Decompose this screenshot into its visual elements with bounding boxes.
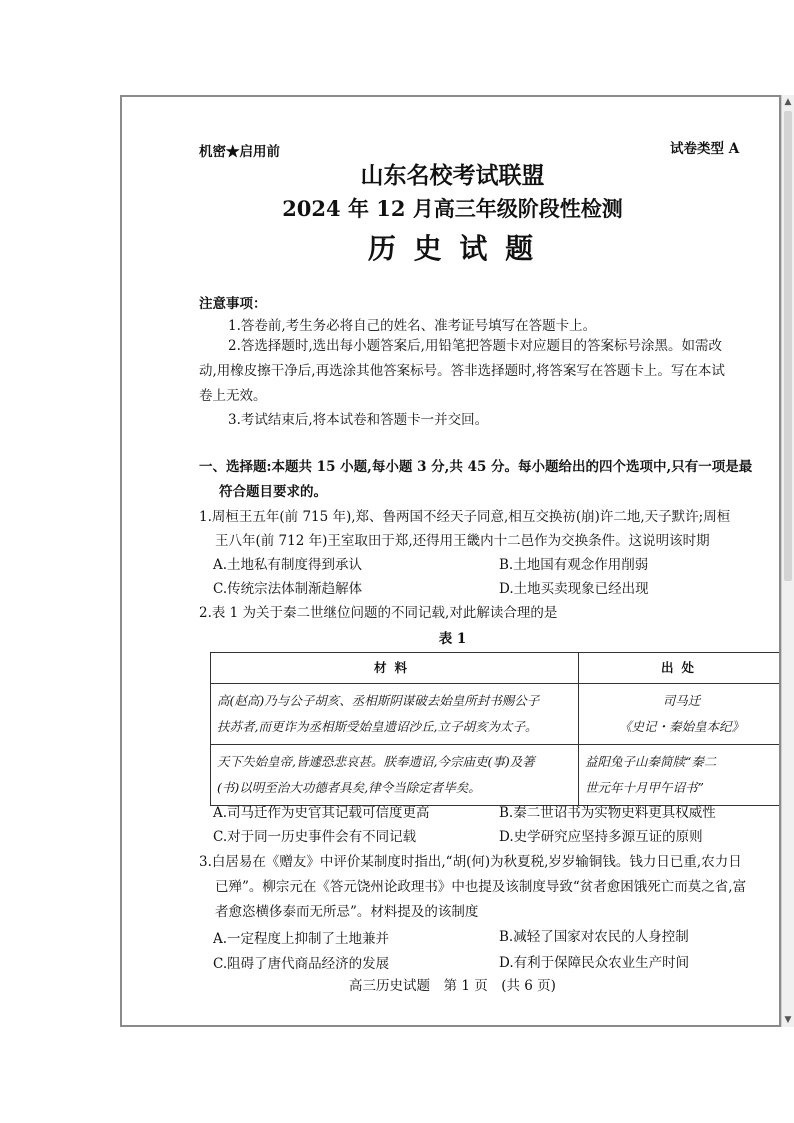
scroll-up-icon[interactable]: ▲ <box>784 97 792 107</box>
cell-line: 世元年十月甲午诏书” <box>585 780 704 795</box>
notice-item-2-cont: 动,用橡皮擦干净后,再选涂其他答案标号。答非选择题时,将答案写在答题卡上。写在本试 <box>199 363 725 379</box>
confidential-label: 机密★启用前 <box>199 144 280 160</box>
notice-item-1: 1.答卷前,考生务必将自己的姓名、准考证号填写在答题卡上。 <box>228 318 597 334</box>
page-footer: 高三历史试题 第 1 页 (共 6 页) <box>349 978 556 994</box>
q3-stem-cont2: 者愈恣横侈泰而无所忌”。材料提及的该制度 <box>215 904 479 920</box>
section-heading-cont: 符合题目要求的。 <box>219 484 327 500</box>
table-cell-material <box>211 684 579 745</box>
q2-option-d: D.史学研究应坚持多源互证的原则 <box>499 829 703 845</box>
q1-option-b: B.土地国有观念作用削弱 <box>499 557 649 573</box>
table-header-row <box>211 653 782 684</box>
cell-line: 天下失始皇帝,皆遽恐悲哀甚。朕奉遗诏,今宗庙吏(事)及箸 <box>217 754 535 769</box>
table-cell-material <box>211 745 579 806</box>
cell-line: 《史记・秦始皇本纪》 <box>618 719 744 734</box>
q1-option-a: A.土地私有制度得到承认 <box>213 557 363 573</box>
cell-line: (书)以明至治大功德者具矣,律令当除定者毕矣。 <box>217 780 481 795</box>
section-heading: 一、选择题:本题共 15 小题,每小题 3 分,共 45 分。每小题给出的四个选项中,只有一项是最 <box>199 459 753 475</box>
q2-stem: 2.表 1 为关于秦二世继位问题的不同记载,对此解读合理的是 <box>199 605 558 621</box>
scroll-down-icon[interactable]: ▼ <box>784 1015 792 1025</box>
paper-type-label: 试卷类型 A <box>670 141 740 157</box>
q1-stem: 1.周桓王五年(前 715 年),郑、鲁两国不经天子同意,相互交换祊(崩)许二地,天子默许;周桓 <box>199 509 731 525</box>
exam-subtitle: 2024 年 12 月高三年级阶段性检测 <box>282 196 623 221</box>
q1-option-d: D.土地买卖现象已经出现 <box>499 581 649 597</box>
table-cell-source <box>579 684 782 745</box>
notice-item-2-cont2: 卷上无效。 <box>199 388 267 404</box>
document-page <box>120 95 781 1027</box>
table-header-source: 出处 <box>579 653 782 684</box>
subject-title: 历 史 试 题 <box>367 232 538 265</box>
table-cell-source <box>579 745 782 806</box>
q2-option-b: B.秦二世诏书为实物史料更具权威性 <box>499 805 716 821</box>
q3-option-a: A.一定程度上抑制了土地兼并 <box>213 931 390 947</box>
notice-heading: 注意事项： <box>199 296 267 312</box>
q1-option-c: C.传统宗法体制渐趋解体 <box>213 581 363 597</box>
q3-option-d: D.有利于保障民众农业生产时间 <box>499 955 690 971</box>
notice-item-3: 3.考试结束后,将本试卷和答题卡一并交回。 <box>228 412 489 428</box>
q3-stem-cont: 已殚”。柳宗元在《答元饶州论政理书》中也提及该制度导致“贫者愈困饿死亡而莫之省,富 <box>215 879 747 895</box>
vertical-scrollbar[interactable] <box>781 95 794 1027</box>
q1-stem-cont: 王八年(前 712 年)王室取田于郑,还得用王畿内十二邑作为交换条件。这说明该时期 <box>215 533 710 549</box>
q3-option-c: C.阻碍了唐代商品经济的发展 <box>213 956 390 972</box>
q2-option-a: A.司马迁作为史官其记载可信度更高 <box>213 805 430 821</box>
table-header-material: 材料 <box>211 653 579 684</box>
q3-option-b: B.减轻了国家对农民的人身控制 <box>499 929 689 945</box>
cell-line: 司马迁 <box>662 693 701 708</box>
table-caption: 表 1 <box>438 631 467 647</box>
table-row <box>211 745 782 806</box>
scrollbar-thumb[interactable] <box>784 111 792 581</box>
notice-item-2: 2.答选择题时,选出每小题答案后,用铅笔把答题卡对应题目的答案标号涂黑。如需改 <box>228 338 722 354</box>
table-row <box>211 684 782 745</box>
q2-option-c: C.对于同一历史事件会有不同记载 <box>213 829 417 845</box>
source-table <box>210 652 781 806</box>
q3-stem: 3.白居易在《赠友》中评价某制度时指出,“胡(何)为秋夏税,岁岁输铜钱。钱力日已重,农力日 <box>199 854 742 870</box>
cell-line: 扶苏者,而更诈为丞相斯受始皇遗诏沙丘,立子胡亥为太子。 <box>217 719 538 734</box>
cell-line: 高(赵高)乃与公子胡亥、丞相斯阴谋破去始皇所封书赐公子 <box>217 693 540 708</box>
exam-union-title: 山东名校考试联盟 <box>360 162 545 189</box>
cell-line: 益阳兔子山秦简牍“秦二 <box>585 754 717 769</box>
